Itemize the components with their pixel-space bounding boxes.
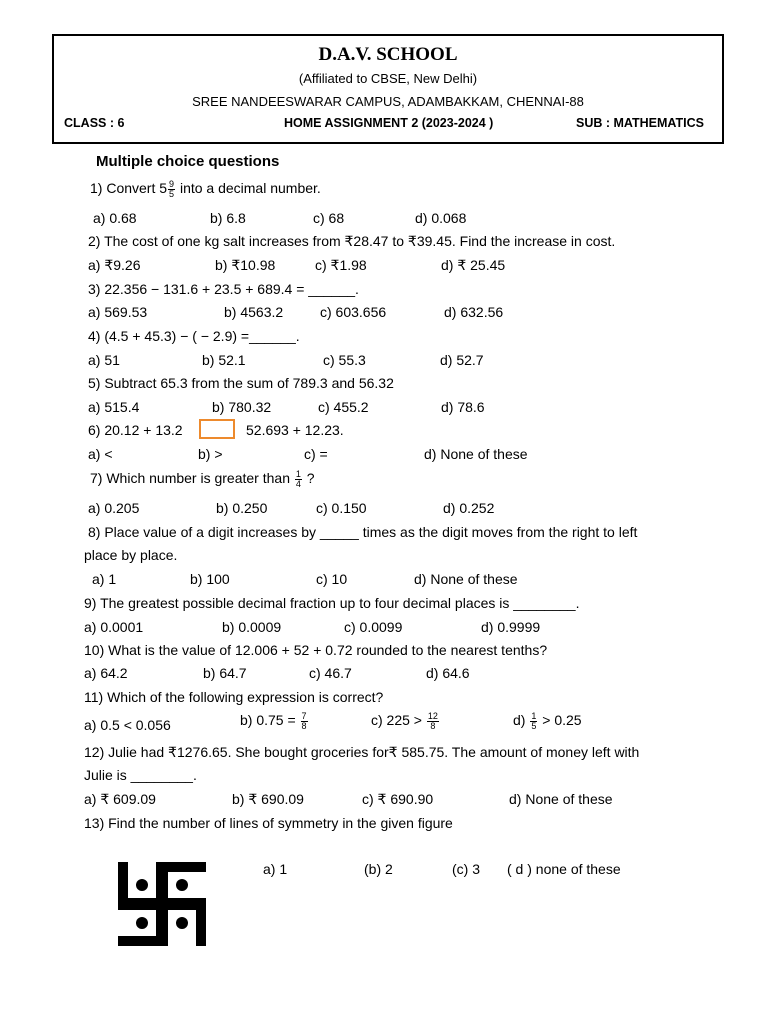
question-3: 3) 22.356 − 131.6 + 23.5 + 689.4 = ______. [88,281,359,297]
q8-option-c: c) 10 [316,571,348,587]
q4-option-b: b) 52.1 [202,352,246,368]
question-9: 9) The greatest possible decimal fraction up to four decimal places is ________. [84,595,580,611]
q3-option-c: c) 603.656 [320,304,387,320]
q10-option-b: b) 64.7 [203,665,247,681]
q6-option-b: b) > [198,446,223,462]
section-title: Multiple choice questions [96,153,280,170]
question-4: 4) (4.5 + 45.3) − ( − 2.9) =______. [88,328,300,344]
question-2: 2) The cost of one kg salt increases from ₹28.47 to ₹39.45. Find the increase in cost. [88,233,616,249]
question-8-line-1: 8) Place value of a digit increases by _____ times as the digit moves from the right to left [88,524,638,540]
q12-option-a: a) ₹ 609.09 [84,791,156,807]
address: SREE NANDEESWARAR CAMPUS, ADAMBAKKAM, CHENNAI-88 [192,94,584,109]
question-5: 5) Subtract 65.3 from the sum of 789.3 and 56.32 [88,375,394,391]
q2-option-a: a) ₹9.26 [88,257,141,273]
fraction: $\frac{1}{5}$ [531,711,537,731]
q4-option-d: d) 52.7 [440,352,484,368]
q13-option-b: (b) 2 [364,861,393,877]
q7-option-a: a) 0.205 [88,500,140,516]
question-12-line-2: Julie is ________. [84,767,197,783]
q8-option-d: d) None of these [414,571,518,587]
question-6-right: 52.693 + 12.23. [246,422,344,438]
question-10: 10) What is the value of 12.006 + 52 + 0.72 rounded to the nearest tenths? [84,642,548,658]
q11-option-c: c) 225 > $\frac{12}{8}$ [371,711,438,731]
header-box [52,34,724,144]
q9-option-d: d) 0.9999 [481,619,541,635]
question-6-left: 6) 20.12 + 13.2 [88,422,183,438]
q4-option-a: a) 51 [88,352,120,368]
q7-option-b: b) 0.250 [216,500,268,516]
q12-option-c: c) ₹ 690.90 [362,791,434,807]
question-7: 7) Which number is greater than $\frac{1}{4}$ ? [90,469,315,489]
q2-option-d: d) ₹ 25.45 [441,257,506,273]
q13-option-a: a) 1 [263,861,288,877]
q6-option-a: a) < [88,446,113,462]
q2-option-c: c) ₹1.98 [315,257,367,273]
assignment-label: HOME ASSIGNMENT 2 (2023-2024 ) [284,116,494,130]
q7-option-d: d) 0.252 [443,500,495,516]
q10-option-a: a) 64.2 [84,665,128,681]
q11-option-b: b) 0.75 = $\frac{7}{8}$ [240,711,307,731]
q6-option-d: d) None of these [424,446,528,462]
fraction: $\frac{9}{5}$ [169,179,175,199]
q12-option-d: d) None of these [509,791,613,807]
swastika-with-dots-icon [112,858,212,950]
q6-option-c: c) = [304,446,328,462]
q3-option-a: a) 569.53 [88,304,148,320]
q5-option-d: d) 78.6 [441,399,485,415]
question-12-line-1: 12) Julie had ₹1276.65. She bought groceries for₹ 585.75. The amount of money left with [84,744,640,760]
q1-option-a: a) 0.68 [93,210,137,226]
q4-option-c: c) 55.3 [323,352,366,368]
question-13: 13) Find the number of lines of symmetry in the given figure [84,815,453,831]
question-8-line-2: place by place. [84,547,178,563]
q10-option-d: d) 64.6 [426,665,470,681]
q5-option-c: c) 455.2 [318,399,369,415]
q13-option-d: ( d ) none of these [507,861,621,877]
q3-option-b: b) 4563.2 [224,304,284,320]
question-11: 11) Which of the following expression is correct? [84,689,384,705]
q10-option-c: c) 46.7 [309,665,352,681]
q8-option-a: a) 1 [92,571,117,587]
q9-option-a: a) 0.0001 [84,619,144,635]
subject-label: SUB : MATHEMATICS [576,116,704,130]
q5-option-a: a) 515.4 [88,399,140,415]
q3-option-d: d) 632.56 [444,304,504,320]
q12-option-b: b) ₹ 690.09 [232,791,304,807]
q1-option-b: b) 6.8 [210,210,246,226]
q1-option-c: c) 68 [313,210,345,226]
q9-option-b: b) 0.0009 [222,619,282,635]
q7-option-c: c) 0.150 [316,500,367,516]
q5-option-b: b) 780.32 [212,399,272,415]
q13-option-c: (c) 3 [452,861,480,877]
fraction: $\frac{7}{8}$ [301,711,307,731]
class-label: CLASS : 6 [64,116,125,130]
q9-option-c: c) 0.0099 [344,619,403,635]
question-1: 1) Convert 5 $\frac{9}{5}$ into a decimal number. [90,179,321,199]
school-name: D.A.V. SCHOOL [318,44,458,65]
q2-option-b: b) ₹10.98 [215,257,276,273]
q1-option-d: d) 0.068 [415,210,467,226]
q11-option-a: a) 0.5 < 0.056 [84,717,171,733]
q11-option-d: d) $\frac{1}{5}$ > 0.25 [513,711,582,731]
fraction: $\frac{12}{8}$ [427,711,438,731]
answer-box[interactable] [199,419,235,439]
affiliation: (Affiliated to CBSE, New Delhi) [298,71,478,86]
fraction: $\frac{1}{4}$ [295,469,301,489]
q8-option-b: b) 100 [190,571,230,587]
